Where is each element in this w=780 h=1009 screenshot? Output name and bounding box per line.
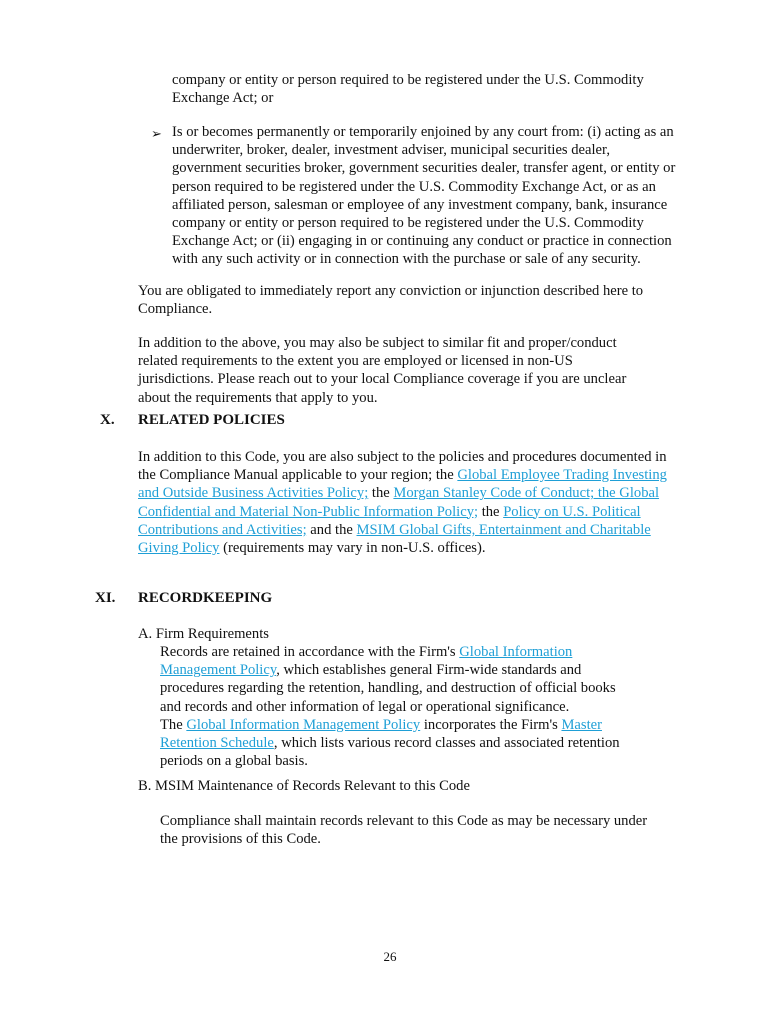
political-contributions-policy-link[interactable]: Contributions and Activities; [138, 521, 307, 538]
section-number: XI. [95, 590, 116, 606]
bullet-item [172, 123, 675, 269]
text-run: (requirements may vary in non-U.S. offices). [219, 540, 486, 557]
text-run: the [478, 503, 504, 520]
political-contributions-policy-link[interactable]: Policy on U.S. Political [503, 503, 641, 520]
text-line [160, 734, 620, 752]
text-line: and records and other information of legal or operational significance. [160, 698, 570, 715]
text-line [138, 539, 667, 557]
master-retention-schedule-link[interactable]: Retention Schedule [160, 735, 274, 752]
text-run: the [368, 485, 394, 502]
firm-requirements-paragraph [160, 643, 620, 770]
fit-proper-paragraph [138, 334, 626, 407]
text-line: procedures regarding the retention, handling, and destruction of official books [160, 680, 616, 697]
gifts-entertainment-policy-link[interactable]: MSIM Global Gifts, Entertainment and Charitable [356, 521, 651, 538]
text-line: company or entity or person required to be registered under the U.S. Commodity [172, 215, 644, 232]
text-line: Exchange Act; or [172, 90, 274, 107]
gifts-entertainment-policy-link[interactable]: Giving Policy [138, 540, 220, 557]
text-line: about the requirements that apply to you. [138, 389, 378, 406]
text-line: In addition to this Code, you are also subject to the policies and procedures documented in [138, 449, 667, 465]
text-run: The [160, 716, 187, 733]
obligation-paragraph [138, 282, 643, 318]
global-employee-trading-link[interactable]: and Outside Business Activities Policy; [138, 485, 369, 502]
global-information-management-policy-link[interactable]: Management Policy [160, 662, 277, 679]
confidential-information-policy-link[interactable]: Confidential and Material Non-Public Information Policy; [138, 503, 479, 520]
text-line [138, 484, 667, 502]
text-run: Records are retained in accordance with the Firm's [160, 644, 460, 660]
text-line: periods on a global basis. [160, 753, 308, 770]
text-line: related requirements to the extent you are employed or licensed in non-US [138, 353, 573, 370]
text-line: Compliance shall maintain records relevant to this Code as may be necessary under [160, 813, 648, 829]
text-run: the Compliance Manual applicable to your region; the [138, 467, 458, 484]
text-line: You are obligated to immediately report any conviction or injunction described here to [138, 283, 644, 299]
text-line: the provisions of this Code. [160, 831, 321, 848]
text-run: incorporates the Firm's [420, 716, 562, 733]
text-line: company or entity or person required to be registered under the U.S. Commodity [172, 72, 644, 88]
text-run: , which lists various record classes and associated retention [273, 735, 620, 752]
global-employee-trading-link[interactable]: Global Employee Trading Investing [457, 467, 667, 484]
continuation-paragraph [172, 71, 644, 107]
bullet-arrow-icon: ➢ [151, 126, 162, 141]
text-line [138, 503, 667, 521]
section-heading: RECORDKEEPING [138, 590, 273, 606]
subsection-heading-a: A. Firm Requirements [138, 626, 269, 642]
records-maintenance-paragraph [160, 812, 647, 848]
text-line [138, 466, 667, 484]
text-line [160, 643, 620, 661]
subsection-heading-b: B. MSIM Maintenance of Records Relevant to this Code [138, 778, 470, 794]
text-line: jurisdictions. Please reach out to your local Compliance coverage if you are unclear [138, 371, 627, 388]
text-line [160, 661, 620, 679]
text-run: , which establishes general Firm-wide standards and [276, 662, 582, 679]
section-number: X. [100, 412, 115, 428]
text-run: and the [306, 521, 357, 538]
section-heading: RELATED POLICIES [138, 412, 285, 428]
related-policies-paragraph [138, 448, 667, 557]
text-line: person required to be registered under the U.S. Commodity Exchange Act, or as an [172, 178, 656, 195]
text-line: Compliance. [138, 301, 213, 318]
text-line [138, 521, 667, 539]
global-information-management-policy-link[interactable]: Global Information [459, 644, 573, 660]
text-line: with any such activity or in connection with the purchase or sale of any security. [172, 251, 641, 268]
page-number: 26 [383, 949, 397, 964]
code-of-conduct-link[interactable]: Morgan Stanley Code of Conduct; the Global [393, 485, 660, 502]
text-line: government securities broker, government securities dealer, transfer agent, or entity or [172, 160, 676, 177]
global-information-management-policy-link[interactable]: Global Information Management Policy [186, 716, 421, 733]
text-line: Exchange Act; or (ii) engaging in or continuing any conduct or practice in connection [172, 233, 672, 250]
text-line [160, 716, 620, 734]
text-line: Is or becomes permanently or temporarily enjoined by any court from: (i) acting as an [172, 124, 674, 140]
master-retention-schedule-link[interactable]: Master [561, 716, 602, 733]
text-line: affiliated person, salesman or employee of any investment company, bank, insurance [172, 196, 668, 213]
text-line: underwriter, broker, dealer, investment adviser, municipal securities dealer, [172, 142, 610, 159]
text-line: In addition to the above, you may also be subject to similar fit and proper/conduct [138, 335, 617, 351]
